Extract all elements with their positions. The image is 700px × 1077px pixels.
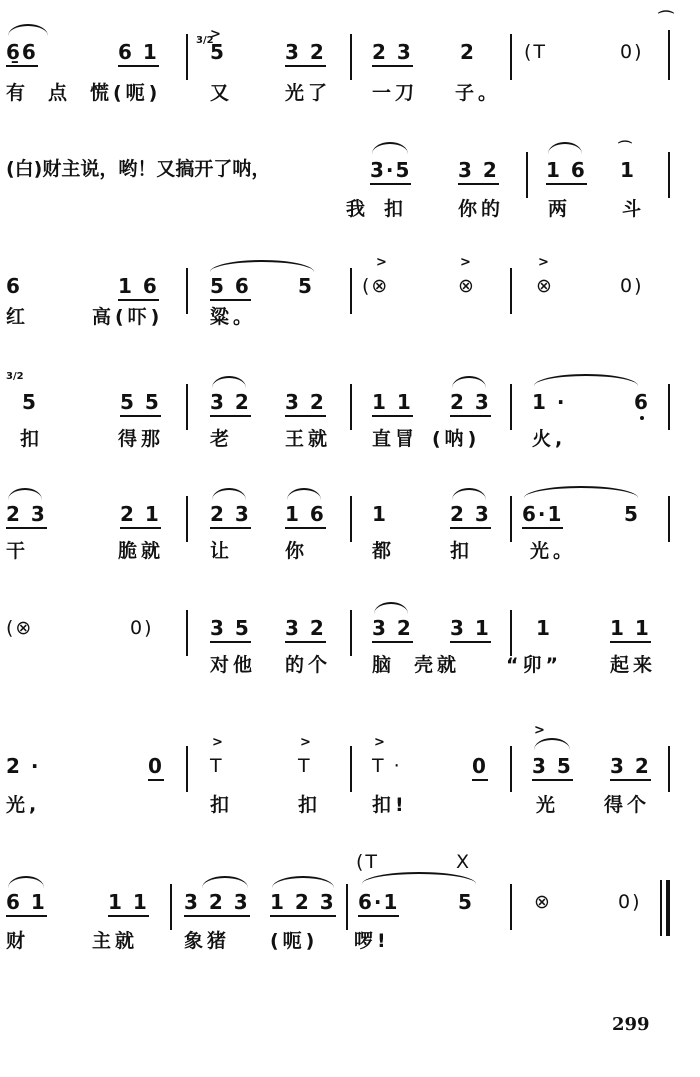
note-group: 3 5 [532,754,573,781]
note-group: 0 [472,754,488,781]
slur [8,876,44,888]
lyric: 主就 [92,930,139,952]
percussion-note: 0) [618,891,642,913]
barline [350,610,352,656]
note-group: 3 2 [610,754,651,781]
slur [524,486,638,498]
lyric: 火, [532,428,567,450]
accent-mark: > [538,255,549,270]
note-group: 1 1 [372,390,413,417]
note-group: 1 [372,502,388,526]
slur [272,876,334,888]
barline [510,268,512,314]
note-group: 5 [298,274,314,298]
lyric: 斗 [622,198,646,220]
note-group: 5 [458,890,474,914]
lyric: 象猪 [184,930,231,952]
spoken-text: (白)财主说，哟！又搞开了呐， [6,158,271,180]
score-line-6 [0,594,700,704]
percussion-note: T [298,755,312,777]
barline [186,610,188,656]
barline [346,884,348,930]
slur [452,376,486,388]
percussion-note: (⊗ [362,275,390,297]
lyric: 啰! [354,930,390,952]
lyric: 子。 [455,82,502,104]
lyric: 脑 [372,654,396,676]
accent-mark: > [212,735,223,750]
lyric: (呐) [432,428,481,450]
barline [510,746,512,792]
note-group: 2 3 [450,390,491,417]
barline [186,34,188,80]
note-group: 6·1 [358,890,399,917]
lyric: 得那 [118,428,165,450]
lyric: 壳就 [414,654,461,676]
percussion-note: ⊗ [534,891,552,913]
lyric: 干 [6,540,30,562]
lyric: 扣! [372,794,408,816]
note-group: 6̱6 [6,40,38,67]
barline [350,34,352,80]
lyric: 粱。 [210,306,257,328]
note-group: 5 [624,502,640,526]
barline [510,610,512,656]
note-group: 2 3 [450,502,491,529]
barline [510,496,512,542]
note-group: 6·1 [522,502,563,529]
lyric: 王就 [285,428,332,450]
lyric: 扣 [450,540,474,562]
barline [186,384,188,430]
barline [510,884,512,930]
score-line-7 [0,724,700,834]
lyric: 一刀 [372,82,419,104]
percussion-note: 0) [130,617,154,639]
slur [8,24,48,36]
lyric: 让 [210,540,234,562]
slur [534,738,570,750]
grace-note-marker: 3/2 [196,35,214,46]
lyric: 老 [210,428,234,450]
note-group: 1 6 [285,502,326,529]
lyric: 你的 [458,198,505,220]
score-line-1 [0,9,700,134]
note-group: 1 6 [546,158,587,185]
percussion-note: (T [356,851,380,873]
slur [372,142,408,154]
barline [170,884,172,930]
note-group: 1 2 3 [270,890,336,917]
lyric: 你 [285,540,309,562]
note-group: 1 1 [108,890,149,917]
score-line-2 [0,140,700,250]
note-group: 1 [536,616,552,640]
lyric: 两 [548,198,572,220]
note-group: 3 2 [372,616,413,643]
score-line-8 [0,850,700,970]
note-group: 6 1 [6,890,47,917]
percussion-note: T [210,755,224,777]
final-barline-thick [666,880,670,936]
note-group: 0 [148,754,164,781]
percussion-note: (⊗ [6,617,34,639]
note-group: 1 · [532,390,567,414]
barline [186,746,188,792]
note-group: 1 1 [610,616,651,643]
barline [510,384,512,430]
note-group: 5 [22,390,38,414]
note-group: 3 2 [458,158,499,185]
lyric: 扣 [298,794,322,816]
lyric: 红 [6,306,30,328]
note-group: 3 1 [450,616,491,643]
note-group: 3 2 [285,616,326,643]
note-group: 2 [460,40,476,64]
slur [534,374,638,386]
slur [8,488,42,500]
lyric: 对他 [210,654,257,676]
lyric: 光。 [530,540,577,562]
lyric: “卯” [506,654,562,676]
note-group: 2 · [6,754,41,778]
lyric: 我 [346,198,370,220]
note-group: 2 3 [210,502,251,529]
percussion-note: (T [524,41,548,63]
percussion-note: ⊗ [458,275,476,297]
percussion-note: 0) [620,275,644,297]
note-group: 1 6 [118,274,159,301]
percussion-note: T · [372,755,402,777]
barline [526,152,528,198]
note-group: 6 [634,390,650,414]
lyric: 高(吓) [92,306,164,328]
lyric: 得个 [604,794,651,816]
lyric: (呃) [270,930,319,952]
lyric: 有 [6,82,30,104]
slur [452,488,486,500]
slur [202,876,248,888]
lyric: 都 [372,540,396,562]
accent-mark: > [210,27,221,42]
barline [668,152,670,198]
lyric: 扣 [20,428,44,450]
percussion-note: X [456,851,472,873]
barline [350,746,352,792]
note-group: 3 2 [210,390,251,417]
slur [212,488,246,500]
barline [668,496,670,542]
final-barline-thin [660,880,662,936]
lyric: 的个 [285,654,332,676]
page-number: 299 [612,1014,650,1035]
lyric: 财 [6,930,30,952]
slur [210,260,314,272]
note-group: 6 1 [118,40,159,67]
slur [548,142,582,154]
grace-note-marker: 3/2 [6,371,24,382]
slur [212,376,246,388]
note-group: 3 5 [210,616,251,643]
barline [350,268,352,314]
accent-mark: > [300,735,311,750]
barline [186,496,188,542]
accent-mark: > [534,723,545,738]
note-group: 6 [6,274,22,298]
note-group: 2 1 [120,502,161,529]
score-line-5 [0,478,700,588]
fermata-mark: ⌒ [658,9,675,28]
barline [510,34,512,80]
note-group: 3 2 [285,40,326,67]
percussion-note: ⊗ [536,275,554,297]
slur [374,602,408,614]
lyric: 光了 [285,82,332,104]
score-line-4 [0,366,700,476]
note-group: 3 2 [285,390,326,417]
lyric: 点 [48,82,72,104]
note-group: 5 [210,40,226,64]
note-group: 1 [620,158,636,182]
arrow-mark: ⌒ [618,141,632,157]
lyric: 起来 [610,654,657,676]
note-group: 2 3 [6,502,47,529]
barline [350,384,352,430]
barline [668,746,670,792]
accent-mark: > [460,255,471,270]
lyric: 慌(呃) [90,82,162,104]
slur [287,488,321,500]
lyric: 光, [6,794,41,816]
lyric: 扣 [210,794,234,816]
note-group: 5 5 [120,390,161,417]
barline [668,30,670,80]
accent-mark: > [374,735,385,750]
accent-mark: > [376,255,387,270]
lyric: 直冒 [372,428,419,450]
percussion-note: 0) [620,41,644,63]
barline [350,496,352,542]
lyric: 扣 [384,198,408,220]
score-line-3 [0,256,700,366]
lyric: 又 [210,82,234,104]
lyric: 脆就 [118,540,165,562]
lyric: 光 [536,794,560,816]
note-group: 5 6 [210,274,251,301]
barline [186,268,188,314]
note-group: 3·5 [370,158,411,185]
note-group: 3 2 3 [184,890,250,917]
barline [668,384,670,430]
note-group: 2 3 [372,40,413,67]
